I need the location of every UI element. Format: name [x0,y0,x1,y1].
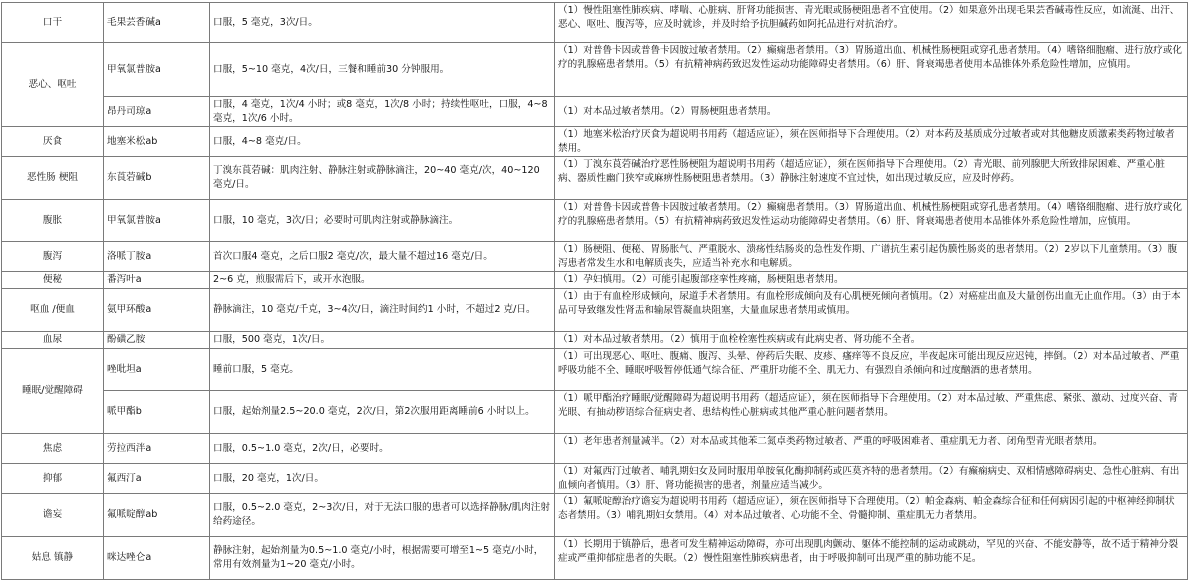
symptom-cell: 姑息 镇静 [2,537,104,580]
notes-cell: （1）可出现恶心、呕吐、腹痛、腹泻、头晕、停药后失眠、皮疹、瘙痒等不良反应，半夜起床可能出现反应迟钝，摔倒。（2）对本品过敏者、严重呼吸功能不全、睡眠呼吸暂停低通气综合征、严重肝功能不全、肌无力、有强烈自杀倾向和过度酗酒的患者禁用。 [555,349,1188,391]
table-row [2,272,1188,289]
table-row [2,391,1188,434]
symptom-cell: 口干 [2,3,104,43]
drug-cell: 甲氧氯普胺a [104,200,210,242]
notes-cell: （1）地塞米松治疗厌食为超说明书用药（超适应证），须在医师指导下合理使用。（2）对本药及基质成分过敏者或对其他糖皮质激素类药物过敏者禁用。 [555,127,1188,157]
symptom-cell: 谵妄 [2,494,104,537]
table-row [2,3,1188,43]
dose-cell: 首次口服4 毫克，之后口服2 毫克/次，最大量不超过16 毫克/日。 [210,242,555,272]
drug-table-sheet [1,2,1187,580]
drug-cell: 东莨菪碱b [104,157,210,200]
drug-cell: 氨甲环酸a [104,289,210,332]
symptom-cell: 便秘 [2,272,104,289]
drug-cell: 氟哌啶醇ab [104,494,210,537]
dose-cell: 口服，4~8 毫克/日。 [210,127,555,157]
table-row [2,242,1188,272]
drug-cell: 洛哌丁胺a [104,242,210,272]
drug-cell: 地塞米松ab [104,127,210,157]
dose-cell: 睡前口服，5 毫克。 [210,349,555,391]
symptom-cell: 血尿 [2,332,104,349]
drug-cell: 哌甲酯b [104,391,210,434]
notes-cell: （1）对普鲁卡因或普鲁卡因胺过敏者禁用。（2）癫痫患者禁用。（3）胃肠道出血、机械性肠梗阻或穿孔患者禁用。（4）嗜铬细胞瘤、进行放疗或化疗的乳腺癌患者禁用。（5）有抗精神病药致迟发性运动功能障碍史者禁用。（6）肝、肾衰竭患者使用本品锥体外系危险性增加，应慎用。 [555,200,1188,242]
drug-cell: 咪达唑仑a [104,537,210,580]
dose-cell: 静脉滴注，10 毫克/千克，3~4次/日，滴注时间约1 小时，不超过2 克/日。 [210,289,555,332]
dose-cell: 口服，20 毫克，1次/日。 [210,464,555,494]
drug-cell: 氟西汀a [104,464,210,494]
table-row [2,289,1188,332]
notes-cell: （1）丁溴东莨菪碱治疗恶性肠梗阻为超说明书用药（超适应证），须在医师指导下合理使用。（2）青光眼、前列腺肥大所致排尿困难、严重心脏病、器质性幽门狭窄或麻痹性肠梗阻患者禁用。（3）静脉注射速度不宜过快，如出现过敏反应，应及时停药。 [555,157,1188,200]
dose-cell: 口服，0.5~2.0 毫克，2~3次/日，对于无法口服的患者可以选择静脉/肌肉注射给药途径。 [210,494,555,537]
symptom-cell: 抑郁 [2,464,104,494]
dose-cell: 口服，4 毫克，1次/4 小时；或8 毫克，1次/8 小时；持续性呕吐，口服，4~8 毫克，1次/6 小时。 [210,97,555,127]
dose-cell: 口服，5~10 毫克，4次/日，三餐和睡前30 分钟服用。 [210,43,555,97]
drug-cell: 劳拉西泮a [104,434,210,464]
table-row [2,349,1188,391]
table-row [2,97,1188,127]
table-row [2,332,1188,349]
symptom-cell: 呕血 /便血 [2,289,104,332]
symptom-cell: 腹胀 [2,200,104,242]
dose-cell: 口服，起始剂量2.5~20.0 毫克，2次/日，第2次服用距离睡前6 小时以上。 [210,391,555,434]
table-row [2,200,1188,242]
drug-cell: 酚磺乙胺 [104,332,210,349]
table-row [2,127,1188,157]
notes-cell: （1）对氟西汀过敏者、哺乳期妇女及同时服用单胺氧化酶抑制药或匹莫齐特的患者禁用。（2）有癫痫病史、双相情感障碍病史、急性心脏病、有出血倾向者慎用。（3）肝、肾功能损害的患者，剂量应适当减少。 [555,464,1188,494]
notes-cell: （1）慢性阻塞性肺疾病、哮喘、心脏病、肝肾功能损害、青光眼或肠梗阻患者不宜使用。（2）如果意外出现毛果芸香碱毒性反应，如流涎、出汗、恶心、呕吐、腹泻等，应及时就诊，并及时给予抗胆碱药如阿托品进行对抗治疗。 [555,3,1188,43]
notes-cell: （1）哌甲酯治疗睡眠/觉醒障碍为超说明书用药（超适应证），须在医师指导下合理使用。（2）对本品过敏、严重焦虑、紧张、激动、过度兴奋、青光眼、有抽动秽语综合征病史者、患结构性心脏病或其他严重心脏问题者禁用。 [555,391,1188,434]
drug-cell: 毛果芸香碱a [104,3,210,43]
notes-cell: （1）对本品过敏者禁用。（2）慎用于血栓栓塞性疾病或有此病史者、肾功能不全者。 [555,332,1188,349]
dose-cell: 丁溴东莨菪碱：肌肉注射、静脉注射或静脉滴注，20~40 毫克/次，40~120 毫克/日。 [210,157,555,200]
dose-cell: 口服，10 毫克，3次/日；必要时可肌肉注射或静脉滴注。 [210,200,555,242]
dose-cell: 2~6 克，煎服需后下，或开水泡服。 [210,272,555,289]
dose-cell: 口服，0.5~1.0 毫克，2次/日，必要时。 [210,434,555,464]
notes-cell: （1）氟哌啶醇治疗谵妄为超说明书用药（超适应证），须在医师指导下合理使用。（2）帕金森病、帕金森综合征和任何病因引起的中枢神经抑制状态者禁用。（3）哺乳期妇女禁用。（4）对本品过敏者、心功能不全、骨髓抑制、重症肌无力者禁用。 [555,494,1188,537]
dose-cell: 静脉注射，起始剂量为0.5~1.0 毫克/小时，根据需要可增至1~5 毫克/小时，常用有效剂量为1~20 毫克/小时。 [210,537,555,580]
symptom-cell: 恶心、呕吐 [2,43,104,127]
dose-cell: 口服，500 毫克，1次/日。 [210,332,555,349]
notes-cell: （1）孕妇慎用。（2）可能引起腹部痉挛性疼痛，肠梗阻患者禁用。 [555,272,1188,289]
table-row [2,464,1188,494]
table-row [2,43,1188,97]
table-row [2,494,1188,537]
notes-cell: （1）由于有血栓形成倾向，尿道手术者禁用。有血栓形成倾向及有心肌梗死倾向者慎用。（2）对癌症出血及大量创伤出血无止血作用。（3）由于本品可导致继发性肾盂和输尿管凝血块阻塞，大量血尿患者禁用或慎用。 [555,289,1188,332]
notes-cell: （1）对普鲁卡因或普鲁卡因胺过敏者禁用。（2）癫痫患者禁用。（3）胃肠道出血、机械性肠梗阻或穿孔患者禁用。（4）嗜铬细胞瘤、进行放疗或化疗的乳腺癌患者禁用。（5）有抗精神病药致迟发性运动功能障碍史者禁用。（6）肝、肾衰竭患者使用本品锥体外系危险性增加，应慎用。 [555,43,1188,97]
table-row [2,434,1188,464]
drug-cell: 甲氧氯普胺a [104,43,210,97]
notes-cell: （1）长期用于镇静后，患者可发生精神运动障碍，亦可出现肌肉颤动、躯体不能控制的运动或跳动，罕见的兴奋、不能安静等，故不适于精神分裂症或严重抑郁症患者的失眠。（2）慢性阻塞性肺疾病患者，由于呼吸抑制可出现严重的肺功能不足。 [555,537,1188,580]
symptom-drug-table [1,2,1188,580]
notes-cell: （1）对本品过敏者禁用。（2）胃肠梗阻患者禁用。 [555,97,1188,127]
symptom-cell: 睡眠/觉醒障碍 [2,349,104,434]
drug-cell: 唑吡坦a [104,349,210,391]
table-row [2,537,1188,580]
drug-cell: 番泻叶a [104,272,210,289]
drug-cell: 昂丹司琼a [104,97,210,127]
table-row [2,157,1188,200]
symptom-cell: 恶性肠 梗阻 [2,157,104,200]
symptom-cell: 焦虑 [2,434,104,464]
dose-cell: 口服，5 毫克，3次/日。 [210,3,555,43]
symptom-cell: 厌食 [2,127,104,157]
symptom-cell: 腹泻 [2,242,104,272]
notes-cell: （1）老年患者剂量减半。（2）对本品或其他苯二氮卓类药物过敏者、严重的呼吸困难者、重症肌无力者、闭角型青光眼者禁用。 [555,434,1188,464]
notes-cell: （1）肠梗阻、便秘、胃肠胀气、严重脱水、溃疡性结肠炎的急性发作期、广谱抗生素引起伪膜性肠炎的患者禁用。（2）2岁以下儿童禁用。（3）腹泻患者常发生水和电解质丧失，应适当补充水和电解质。 [555,242,1188,272]
